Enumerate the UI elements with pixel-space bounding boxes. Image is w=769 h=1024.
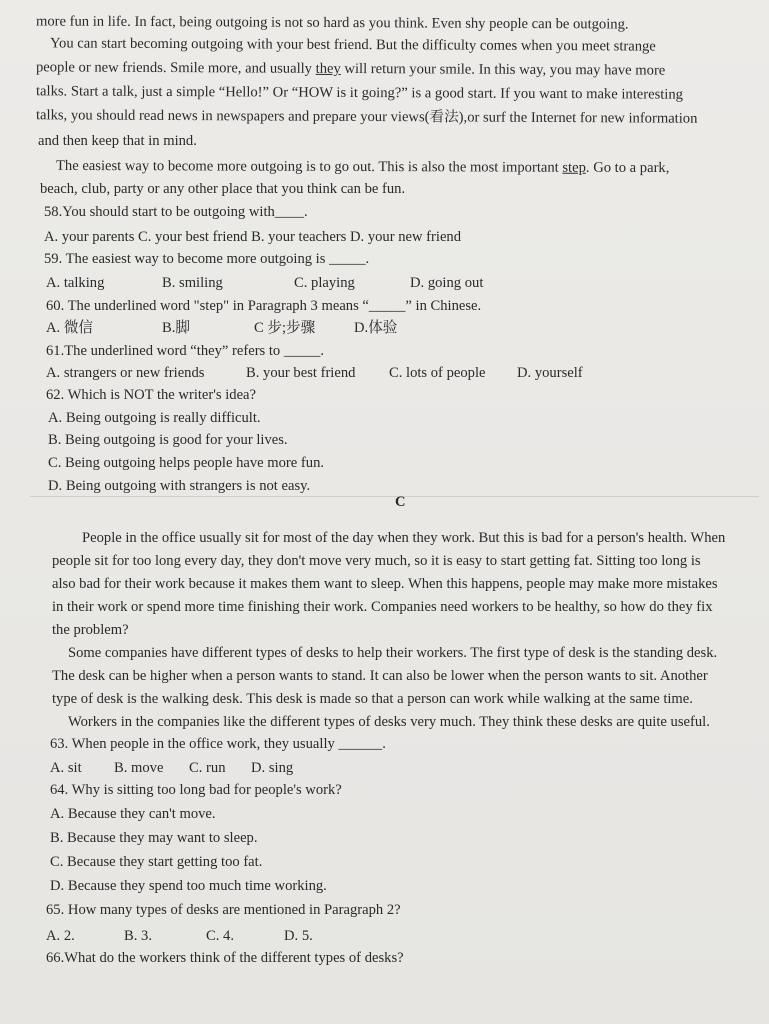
- passage-line: people or new friends. Smile more, and usually they will return your smile. In this way, you may have more: [35, 59, 666, 79]
- passage-line: The easiest way to become more outgoing is to go out. This is also the most important step. Go to a park,: [55, 157, 670, 177]
- passage-c-line: in their work or spend more time finishing their work. Companies need workers to be healthy, so how do they fix: [52, 599, 713, 615]
- passage-line: beach, club, party or any other place that you think can be fun.: [40, 181, 406, 197]
- question-64-option-a: A. Because they can't move.: [50, 806, 216, 822]
- question-59-options: A. talking B. smiling C. playing D. going out: [46, 275, 484, 291]
- question-64-option-d: D. Because they spend too much time working.: [50, 878, 327, 894]
- passage-c-line: The desk can be higher when a person wants to stand. It can also be lower when the person wants to sit. Another: [52, 668, 708, 684]
- question-58-options: A. your parents C. your best friend B. your teachers D. your new friend: [44, 229, 462, 245]
- passage-line: more fun in life. In fact, being outgoing is not so hard as you think. Even shy people can be outgoing.: [35, 13, 629, 33]
- question-63-options: A. sit B. move C. run D. sing: [50, 760, 294, 776]
- question-62-option-c: C. Being outgoing helps people have more fun.: [48, 455, 325, 471]
- question-62: 62. Which is NOT the writer's idea?: [46, 387, 257, 403]
- passage-line: You can start becoming outgoing with your best friend. But the difficulty comes when you meet strange: [49, 35, 656, 55]
- question-65: 65. How many types of desks are mentioned in Paragraph 2?: [46, 902, 401, 918]
- question-59: 59. The easiest way to become more outgoing is _____.: [44, 251, 370, 267]
- question-64-option-c: C. Because they start getting too fat.: [50, 854, 263, 870]
- question-61: 61.The underlined word “they” refers to _____.: [46, 343, 325, 359]
- question-62-option-a: A. Being outgoing is really difficult.: [48, 410, 261, 426]
- question-63: 63. When people in the office work, they usually ______.: [50, 736, 386, 752]
- section-heading-c: C: [395, 494, 406, 510]
- question-62-option-b: B. Being outgoing is good for your lives.: [48, 432, 288, 448]
- question-62-option-d: D. Being outgoing with strangers is not easy.: [48, 478, 311, 494]
- question-65-options: A. 2. B. 3. C. 4. D. 5.: [46, 928, 313, 944]
- question-66: 66.What do the workers think of the different types of desks?: [46, 950, 404, 966]
- passage-line: talks. Start a talk, just a simple “Hello!” Or “HOW is it going?” is a good start. If you want to make interesting: [35, 83, 684, 103]
- question-60-options: A. 微信 B.脚 C 步;步骤 D.体验: [46, 320, 398, 336]
- underlined-word-step: step: [562, 159, 586, 176]
- passage-c-line: type of desk is the walking desk. This desk is made so that a person can work while walking at the same time.: [52, 691, 693, 707]
- passage-line: talks, you should read news in newspapers and prepare your views(看法),or surf the Internet for new information: [35, 107, 698, 127]
- question-64-option-b: B. Because they may want to sleep.: [50, 830, 258, 846]
- question-61-options: A. strangers or new friends B. your best friend C. lots of people D. yourself: [46, 365, 583, 381]
- question-58: 58.You should start to be outgoing with____.: [44, 204, 308, 220]
- passage-c-line: Some companies have different types of desks to help their workers. The first type of desk is the standing desk.: [68, 645, 718, 661]
- question-64: 64. Why is sitting too long bad for people's work?: [50, 782, 342, 798]
- passage-c-line: People in the office usually sit for most of the day when they work. But this is bad for a person's health. When: [82, 530, 726, 546]
- passage-c-line: Workers in the companies like the different types of desks very much. They think these desks are quite useful.: [68, 714, 710, 730]
- passage-c-line: people sit for too long every day, they don't move very much, so it is easy to start getting fat. Sitting too long is: [52, 553, 701, 569]
- underlined-word-they: they: [315, 60, 341, 77]
- question-60: 60. The underlined word "step" in Paragraph 3 means “_____” in Chinese.: [46, 298, 482, 314]
- passage-c-line: also bad for their work because it makes them want to sleep. When this happens, people may make more mistakes: [52, 576, 718, 592]
- passage-c-line: the problem?: [52, 622, 129, 638]
- passage-line: and then keep that in mind.: [38, 133, 197, 149]
